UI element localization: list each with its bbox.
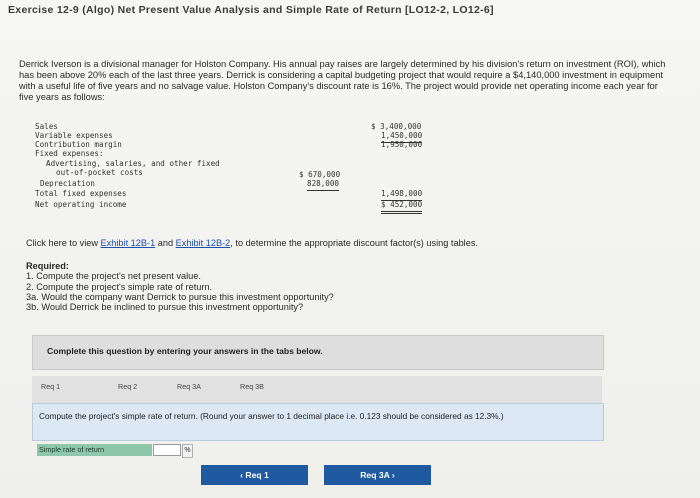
net-operating-income-label: Net operating income — [35, 200, 127, 209]
total-fixed-label: Total fixed expenses — [35, 189, 127, 198]
depreciation-label: Depreciation — [40, 179, 95, 188]
variable-expenses-label: Variable expenses — [35, 131, 113, 140]
exhibit-prefix: Click here to view — [26, 238, 101, 248]
total-fixed-value: 1,498,000 — [381, 189, 422, 201]
exhibit-12b-2-link[interactable]: Exhibit 12B-2 — [175, 238, 231, 248]
required-section — [26, 261, 334, 312]
required-item: 3a. Would the company want Derrick to pursue this investment opportunity? — [26, 291, 334, 302]
required-item: 1. Compute the project's net present value. — [26, 271, 201, 282]
advertising-value: $ 670,000 — [299, 170, 341, 179]
advertising-label-line1: Advertising, salaries, and other fixed — [46, 159, 220, 168]
tab-req-3b[interactable]: Req 3B — [240, 382, 264, 391]
exhibit-middle: and — [155, 238, 176, 248]
depreciation-value: 828,000 — [307, 179, 339, 191]
exhibit-12b-1-link[interactable]: Exhibit 12B-1 — [100, 238, 156, 248]
tab-bar — [32, 376, 602, 403]
contribution-margin-label: Contribution margin — [35, 140, 122, 149]
exhibit-suffix: , to determine the appropriate discount factor(s) using tables. — [230, 238, 478, 248]
tab-req-1[interactable]: Req 1 — [41, 382, 61, 391]
net-operating-income-value: $ 452,000 — [381, 200, 422, 214]
problem-intro: Derrick Iverson is a divisional manager for Holston Company. His annual pay raises are largely determined by his division's return on investment (ROI), which has been above 20% each of the last three years. Derrick is considering a capital budgeting project that would require a $4,140,000 investment in equipment with a useful life of five years and no salvage value. Holston Company's discount rate is 16%. The project would provide net operating income each year for five years as follows: — [19, 59, 666, 102]
sales-value: $ 3,400,000 — [371, 122, 422, 131]
answer-label: Simple rate of return — [37, 444, 152, 456]
question-text: Compute the project's simple rate of return. (Round your answer to 1 decimal place i.e. 0.123 should be considered as 12.3%.) — [39, 411, 504, 421]
tab-req-3a[interactable]: Req 3A — [177, 382, 201, 391]
variable-expenses-value: 1,450,000 — [381, 131, 422, 143]
exhibit-instruction — [26, 238, 478, 248]
question-box — [32, 403, 604, 441]
prev-req-1-button[interactable]: ‹ Req 1 — [201, 465, 308, 485]
required-item: 2. Compute the project's simple rate of return. — [26, 281, 213, 292]
percent-unit: % — [182, 444, 193, 458]
required-heading: Required: — [26, 261, 69, 271]
instructions-text: Complete this question by entering your answers in the tabs below. — [47, 346, 323, 356]
advertising-label-line2: out-of-pocket costs — [56, 168, 143, 177]
required-item: 3b. Would Derrick be inclined to pursue this investment opportunity? — [26, 302, 304, 313]
exercise-title: Exercise 12-9 (Algo) Net Present Value Analysis and Simple Rate of Return [LO12-2, LO12-6] — [8, 4, 494, 16]
next-req-3a-button[interactable]: Req 3A › — [324, 465, 431, 485]
sales-label: Sales — [35, 122, 58, 131]
contribution-margin-value: 1,950,000 — [381, 140, 423, 149]
fixed-expenses-header: Fixed expenses: — [35, 149, 104, 158]
simple-rate-input[interactable] — [153, 444, 181, 456]
instructions-panel — [32, 335, 604, 370]
tab-req-2[interactable]: Req 2 — [118, 382, 138, 391]
